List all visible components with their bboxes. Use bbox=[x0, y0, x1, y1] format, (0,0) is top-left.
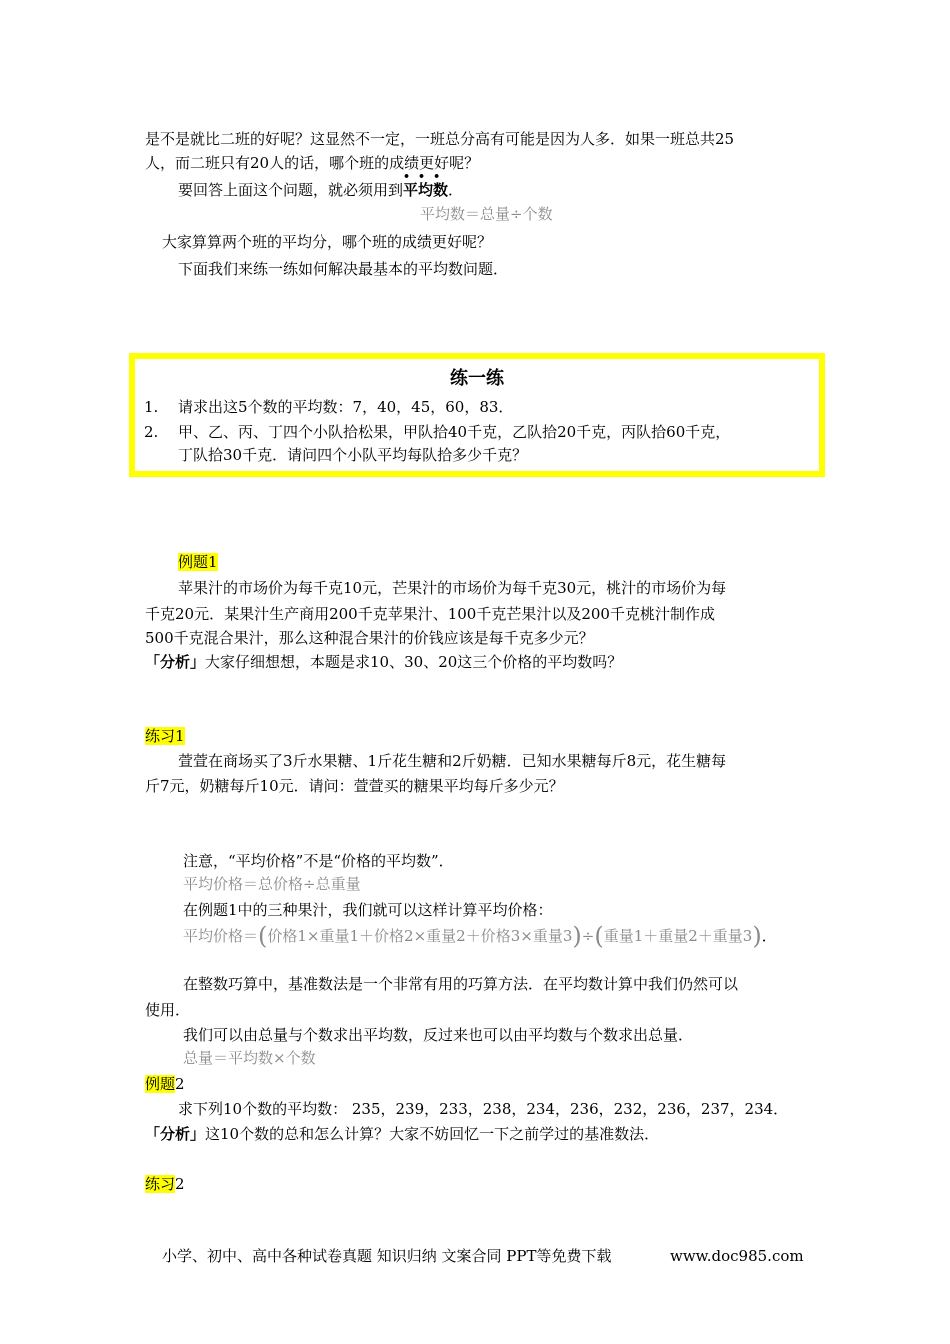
analysis-label: 「分析」 bbox=[145, 653, 206, 671]
base-formula: 总量＝平均数×个数 bbox=[183, 1049, 316, 1067]
base-line-1: 在整数巧算中，基准数法是一个非常有用的巧算方法．在平均数计算中我们仍然可以 bbox=[183, 975, 739, 993]
exercise-1-line-1: 萱萱在商场买了3斤水果糖、1斤花生糖和2斤奶糖．已知水果糖每斤8元，花生糖每 bbox=[178, 752, 727, 770]
base-line-2: 使用． bbox=[145, 1001, 191, 1019]
practice-item-2-text-cont: 丁队拾30千克．请问四个小队平均每队拾多少千克？ bbox=[178, 446, 528, 464]
note-formula-1: 平均价格＝总价格÷总重量 bbox=[183, 875, 361, 893]
example-2-label: 例题2 bbox=[145, 1075, 185, 1093]
intro-line-1: 是不是就比二班的好呢？这显然不一定，一班总分高有可能是因为人多．如果一班总共25 bbox=[145, 130, 735, 148]
example-1-line-1: 苹果汁的市场价为每千克10元，芒果汁的市场价为每千克30元，桃汁的市场价为每 bbox=[178, 579, 727, 597]
emphasis-dots-icon: ••• bbox=[403, 170, 449, 183]
example-1-label: 例题1 bbox=[178, 553, 218, 571]
practice-item-1-text: 请求出这5个数的平均数：7，40，45，60，83． bbox=[178, 398, 514, 416]
exercise-1-line-2: 斤7元，奶糖每斤10元．请问：萱萱买的糖果平均每斤多少元？ bbox=[145, 777, 564, 795]
example-1-analysis: 「分析」大家仔细想想，本题是求10、30、20这三个价格的平均数吗？ bbox=[145, 653, 623, 671]
example-1-line-3: 500千克混合果汁，那么这种混合果汁的价钱应该是每千克多少元？ bbox=[145, 629, 594, 647]
note-line-2: 在例题1中的三种果汁，我们就可以这样计算平均价格： bbox=[183, 901, 553, 919]
example-1-line-2: 千克20元．某果汁生产商用200千克苹果汁、100千克芒果汁以及200千克桃汁制作成 bbox=[145, 605, 715, 623]
intro-formula: 平均数＝总量÷个数 bbox=[420, 205, 553, 223]
intro-line-3-prefix: 要回答上面这个问题，就必须用到 bbox=[178, 181, 404, 199]
practice-item-2-num: 2. bbox=[144, 423, 159, 441]
example-2-line-1: 求下列10个数的平均数： 235，239，233，238，234，236，232，236，237，234． bbox=[178, 1100, 789, 1118]
intro-line-3 bbox=[178, 170, 464, 201]
note-formula-2: 平均价格＝(价格1×重量1＋价格2×重量2＋价格3×重量3)÷(重量1＋重量2＋重量3)． bbox=[183, 922, 777, 950]
intro-line-3-suffix: ． bbox=[448, 181, 464, 199]
footer-url[interactable]: www.doc985.com bbox=[670, 1247, 804, 1265]
analysis-label: 「分析」 bbox=[145, 1125, 206, 1143]
practice-box-title: 练一练 bbox=[450, 368, 504, 389]
intro-line-4: 大家算算两个班的平均分，哪个班的成绩更好呢？ bbox=[162, 233, 493, 251]
footer-text: 小学、初中、高中各种试卷真题 知识归纳 文案合同 PPT等免费下载 bbox=[162, 1247, 612, 1265]
intro-line-5: 下面我们来练一练如何解决最基本的平均数问题． bbox=[178, 260, 509, 278]
intro-keyword: ••• 平均数 bbox=[403, 170, 449, 199]
base-line-3: 我们可以由总量与个数求出平均数，反过来也可以由平均数与个数求出总量． bbox=[183, 1026, 694, 1044]
exercise-1-label: 练习1 bbox=[145, 727, 185, 745]
practice-item-2-text: 甲、乙、丙、丁四个小队拾松果，甲队拾40千克，乙队拾20千克，丙队拾60千克， bbox=[178, 423, 731, 441]
example-2-analysis: 「分析」这10个数的总和怎么计算？大家不妨回忆一下之前学过的基准数法． bbox=[145, 1125, 660, 1143]
practice-box bbox=[129, 353, 825, 477]
exercise-2-label: 练习2 bbox=[145, 1175, 185, 1193]
practice-item-1-num: 1. bbox=[144, 398, 159, 416]
note-line-1: 注意，“平均价格”不是“价格的平均数”． bbox=[183, 852, 454, 870]
intro-line-2: 人，而二班只有20人的话，哪个班的成绩更好呢？ bbox=[145, 154, 480, 172]
